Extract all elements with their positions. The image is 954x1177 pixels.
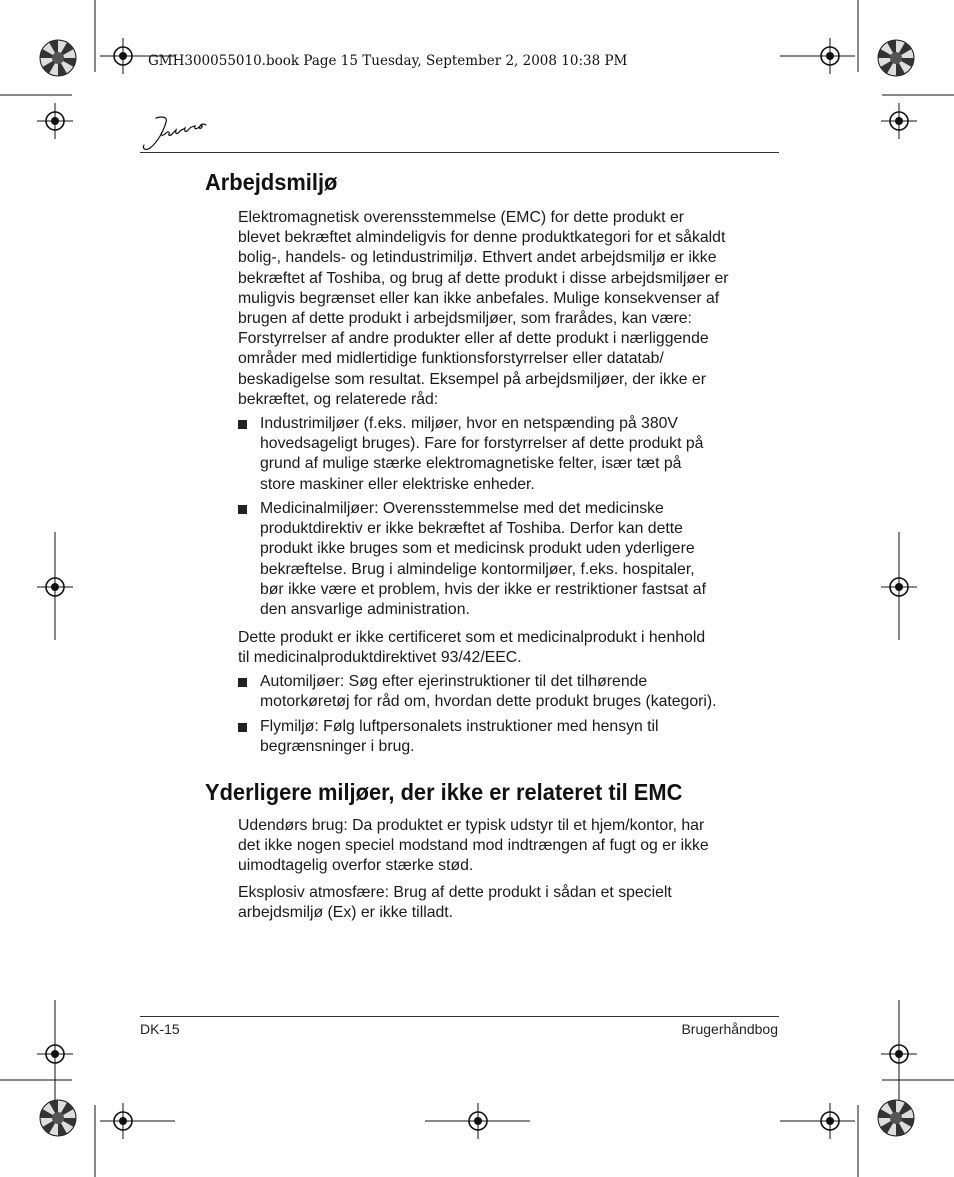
footer-rule [140, 1016, 779, 1017]
list-item [238, 499, 783, 620]
square-bullet-icon [238, 678, 247, 687]
text-line: bekræftet, og relaterede råd: [238, 390, 439, 408]
manual-name: Brugerhåndbog [681, 1021, 778, 1037]
text-line: bolig-, handels- og letindustrimiljø. Ethvert andet arbejdsmiljø er ikke [238, 249, 717, 267]
list-item [238, 672, 783, 712]
print-info: GMH300055010.book Page 15 Tuesday, September 2, 2008 10:38 PM [148, 53, 628, 69]
explosive-atmosphere-paragraph [238, 883, 783, 923]
text-line: til medicinalproduktdirektivet 93/42/EEC. [238, 649, 522, 667]
list-item-text: Medicinalmiljøer: Overensstemmelse med det medicinske produktdirektiv er ikke bekræftet af Toshiba. Derfor kan dette produkt ikke bruges som et medicinsk produkt uden yderligere bekræftelse. Brug i almindelige kontormiljøer, f.eks. hospitaler, bør ikke være et problem, hvis der ikke er restriktioner fastsat af den ansvarlige administration. [260, 500, 706, 619]
text-line: uimodtagelig overfor stærke stød. [238, 857, 474, 875]
text-line: muligvis begrænset eller kan ikke anbefales. Mulige konsekvenser af [238, 289, 720, 307]
text-line: Elektromagnetisk overensstemmelse (EMC) for dette produkt er [238, 209, 684, 226]
text-line: arbejdsmiljø (Ex) er ikke tilladt. [238, 904, 454, 922]
square-bullet-icon [238, 723, 247, 732]
square-bullet-icon [238, 420, 247, 429]
text-line: beskadigelse som resultat. Eksempel på arbejdsmiljøer, der ikke er [238, 370, 706, 388]
text-line: bekræftet af Toshiba, og brug af dette produkt i disse arbejdsmiljøer er [238, 269, 729, 287]
text-line: blevet bekræftet almindeligvis for denne produktkategori for et såkaldt [238, 229, 726, 247]
text-line: Udendørs brug: Da produktet er typisk udstyr til et hjem/kontor, har [238, 817, 705, 834]
header-rule [140, 152, 779, 153]
list-item-text: Automiljøer: Søg efter ejerinstruktioner til det tilhørende motorkøretøj for råd om, hvordan dette produkt bruges (kategori). [260, 673, 717, 711]
text-line: det ikke nogen speciel modstand mod indtrængen af fugt og er ikke [238, 837, 709, 855]
section-title-other-environments: Yderligere miljøer, der ikke er relateret til EMC [205, 779, 683, 805]
list-item [238, 717, 783, 757]
text-line: brugen af dette produkt i arbejdsmiljøer, som frarådes, kan være: [238, 310, 692, 328]
text-line: Forstyrrelser af andre produkter eller af dette produkt i nærliggende [238, 330, 709, 348]
intro-paragraph [238, 208, 783, 410]
page-number: DK-15 [140, 1021, 180, 1037]
certification-paragraph [238, 628, 783, 668]
outdoor-use-paragraph [238, 816, 783, 877]
text-line: Eksplosiv atmosfære: Brug af dette produkt i sådan et specielt [238, 884, 672, 901]
list-item-text: Industrimiljøer (f.eks. miljøer, hvor en netspænding på 380V hovedsageligt bruges). Fare for forstyrrelser af dette produkt på grund af mulige stærke elektromagnetiske felter, især tæt på store maskiner eller elektriske enheder. [260, 415, 704, 493]
list-item [238, 414, 783, 495]
list-item-text: Flymiljø: Følg luftpersonalets instruktioner med hensyn til begrænsninger i brug. [260, 718, 659, 756]
square-bullet-icon [238, 505, 247, 514]
text-line: Dette produkt er ikke certificeret som et medicinalprodukt i henhold [238, 629, 706, 646]
text-line: områder med midlertidige funktionsforstyrrelser eller datatab/ [238, 350, 664, 368]
section-title-arbejdsmiljo: Arbejdsmiljø [205, 169, 338, 195]
journe-script-logo [140, 112, 212, 154]
